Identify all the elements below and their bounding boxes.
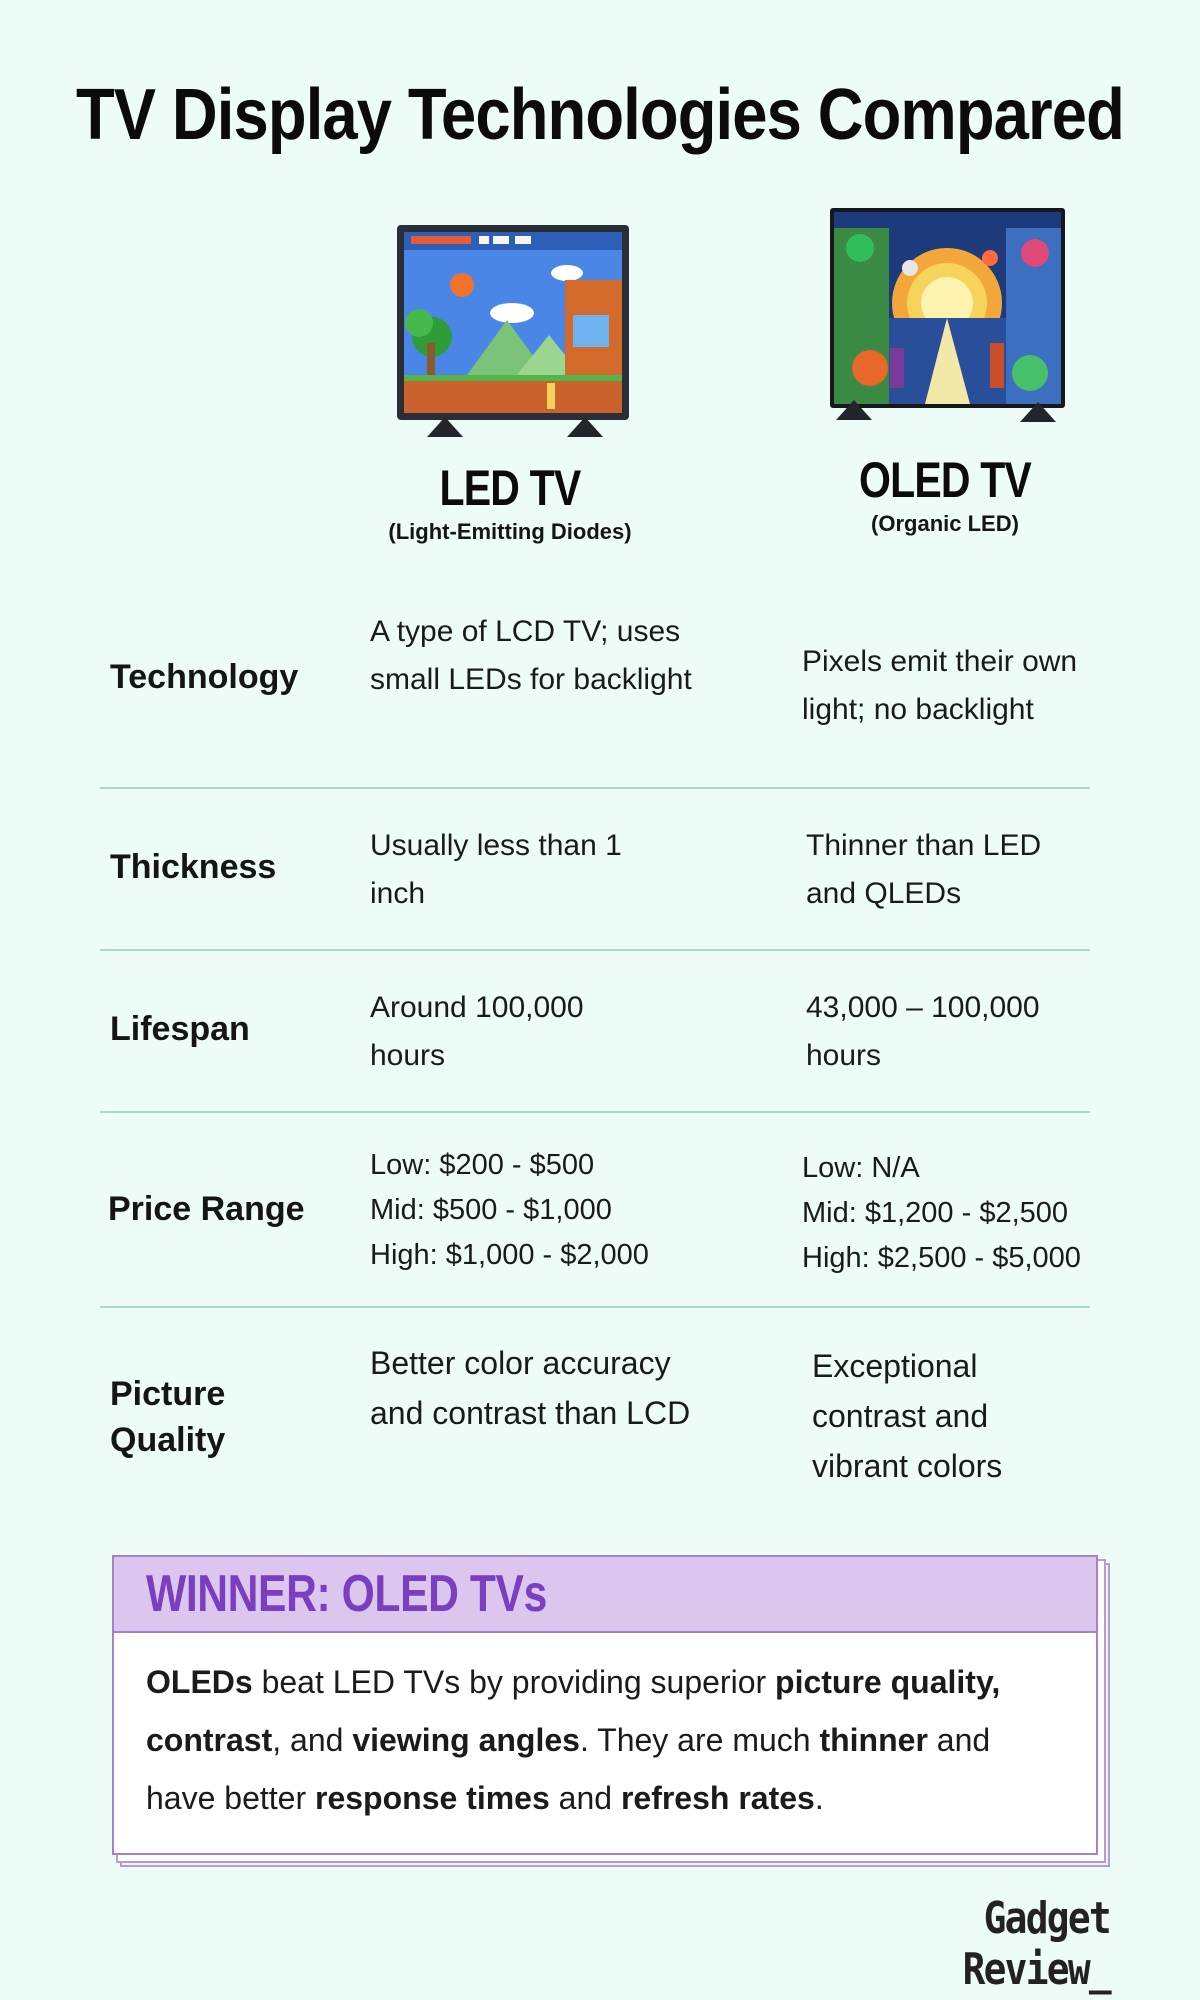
- oled-price-high: High: $2,500 - $5,000: [802, 1242, 1081, 1274]
- winner-text: and have better: [146, 1722, 991, 1816]
- row-lifespan: [100, 984, 1090, 1114]
- led-price-high: High: $1,000 - $2,000: [370, 1239, 649, 1271]
- oled-lifespan-value: 43,000 – 100,000 hours: [806, 991, 1040, 1072]
- led-tv-screen-art: [397, 225, 629, 420]
- led-thickness-value: Usually less than 1 inch: [370, 829, 622, 910]
- winner-text: . They are much: [579, 1722, 820, 1758]
- row-label-lifespan: Lifespan: [110, 1010, 250, 1048]
- row-divider: [100, 1306, 1090, 1308]
- oled-tv-screen-art: [830, 208, 1065, 408]
- led-column-title: LED TV: [439, 460, 581, 516]
- row-label-price-range: Price Range: [108, 1190, 305, 1228]
- row-picture-quality: [100, 1338, 1090, 1508]
- row-divider: [100, 949, 1090, 951]
- row-divider: [100, 787, 1090, 789]
- winner-box: [112, 1555, 1098, 1855]
- oled-price-values: [802, 1146, 1112, 1281]
- row-label-technology: Technology: [110, 658, 299, 696]
- oled-column-subtitle: (Organic LED): [871, 511, 1019, 536]
- led-column-header: [360, 458, 660, 546]
- winner-text-bold: viewing angles: [352, 1722, 580, 1758]
- oled-picture-quality-value: Exceptional contrast and vibrant colors: [812, 1348, 1003, 1484]
- oled-tv-stand-right: [1020, 402, 1056, 422]
- row-label-picture-quality: [110, 1371, 225, 1463]
- oled-price-low: Low: N/A: [802, 1152, 920, 1184]
- led-picture-quality-value: Better color accuracy and contrast than LCD: [370, 1345, 691, 1431]
- led-price-low: Low: $200 - $500: [370, 1149, 595, 1181]
- row-label-picture-line2: Quality: [110, 1421, 226, 1459]
- winner-summary: [114, 1633, 1096, 1827]
- oled-column-header: [795, 450, 1095, 538]
- row-label-picture-line1: Picture: [110, 1375, 226, 1413]
- led-column-subtitle: (Light-Emitting Diodes): [388, 519, 632, 544]
- oled-thickness-value: Thinner than LED and QLEDs: [806, 829, 1042, 910]
- oled-technology-value: Pixels emit their own light; no backlight: [802, 645, 1078, 726]
- oled-column-title: OLED TV: [859, 452, 1031, 508]
- winner-text-bold: refresh rates: [620, 1780, 815, 1816]
- row-price-range: [100, 1143, 1090, 1293]
- page-title: TV Display Technologies Compared: [75, 75, 1124, 155]
- winner-text: .: [814, 1780, 824, 1816]
- winner-text-bold: thinner: [819, 1722, 928, 1758]
- oled-tv-image: [830, 208, 1065, 408]
- led-tv-stand-left: [427, 417, 463, 437]
- led-tv-stand-right: [567, 417, 603, 437]
- winner-text-bold: contrast: [146, 1722, 273, 1758]
- winner-text: beat LED TVs by providing superior: [252, 1664, 776, 1700]
- winner-header: [114, 1557, 1096, 1633]
- winner-title: WINNER: OLED TVs: [146, 1565, 547, 1623]
- led-tv-image: [397, 225, 629, 420]
- oled-tv-stand-left: [836, 400, 872, 420]
- brand-logo: Gadget Review_: [962, 1893, 1110, 1995]
- led-technology-value: A type of LCD TV; uses small LEDs for backlight: [370, 615, 692, 696]
- led-price-values: [370, 1143, 710, 1278]
- winner-text: and: [549, 1780, 621, 1816]
- winner-text-bold: response times: [315, 1780, 550, 1816]
- row-technology: [100, 608, 1090, 778]
- row-thickness: [100, 822, 1090, 952]
- winner-text-bold: OLEDs: [146, 1664, 253, 1700]
- row-label-thickness: Thickness: [110, 848, 277, 886]
- led-price-mid: Mid: $500 - $1,000: [370, 1194, 612, 1226]
- led-lifespan-value: Around 100,000 hours: [370, 991, 584, 1072]
- oled-price-mid: Mid: $1,200 - $2,500: [802, 1197, 1069, 1229]
- winner-text: , and: [272, 1722, 353, 1758]
- row-divider: [100, 1111, 1090, 1113]
- winner-text-bold: picture quality,: [775, 1664, 1001, 1700]
